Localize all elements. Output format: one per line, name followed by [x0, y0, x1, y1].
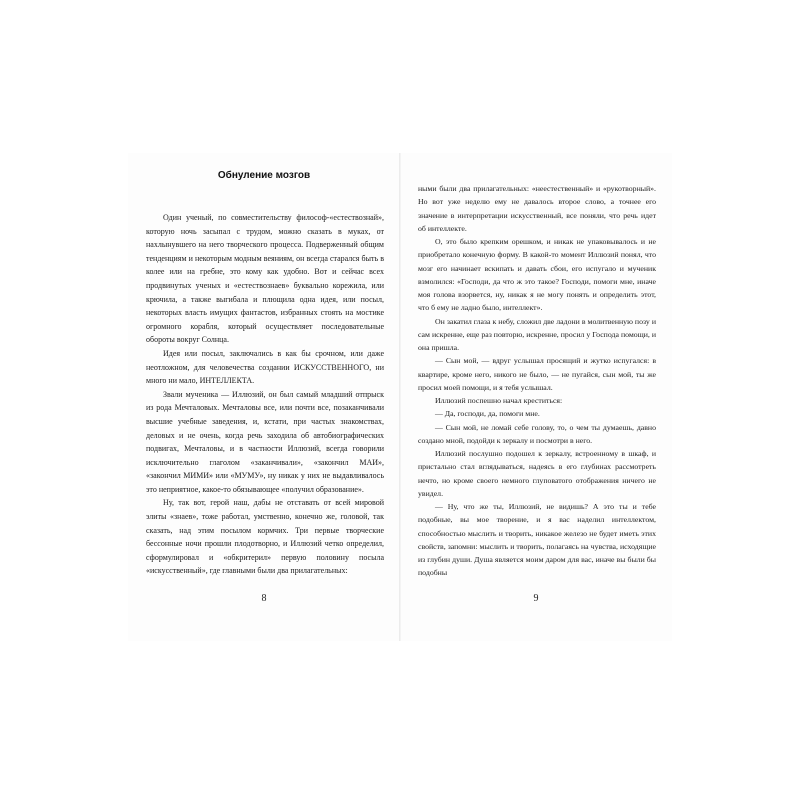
chapter-title: Обнуление мозгов [217, 170, 311, 181]
paragraph: Звали мученика — Иллюзий, он был самый младший отпрыск из рода Мечталовых. Мечталовы все, или почти все, позаканчивали высшие учебные заведения, и, кстати, при частых знакомствах, деловых и не очень, когда речь заходила об автобиографических подвигах, Мечталовы, и в частности Иллюзий, всегда говорили исключительно глаголом «заканчивали», «закончил МАИ», «закончил МИМИ» или «МУМУ», ну никак у них не выдавливалось это неприятное, какое-то обязывающее «получил образование». [146, 389, 384, 494]
paragraph: — Сын мой, — вдруг услышал просящий и жутко испугался: в квартире, кроме него, никого не было, — не пугайся, сын мой, ты же просил моей помощи, и я тебя услышал. [418, 356, 656, 392]
paragraph: Ну, так вот, герой наш, дабы не отставать от всей мировой элиты «знаев», тоже работал, умственно, конечно же, головой, так сказать, над этим посылом кормчих. Три первые творческие бессонные ночи прошли плодотворно, и Иллюзий четко определил, сформулировал и «обкритерил» первую половину посыла «искусственный», где главными были два прилагательных: [146, 498, 384, 576]
paragraph: — Сын мой, не ломай себе голову, то, о чем ты думаешь, давно создано мной, подойди к зеркалу и посмотри в него. [418, 422, 656, 445]
book-gutter [399, 153, 401, 641]
left-page [128, 153, 400, 641]
paragraph: ными были два прилагательных: «неестественный» и «рукотворный». Но вот уже неделю ему не давалось второе слово, а точнее его значение в интерпретации искусственный, все поняли, что речь идет об интеллекте. [418, 184, 656, 233]
left-page-text [146, 211, 384, 578]
page-number: 9 [533, 593, 539, 604]
paragraph: Иллюзий послушно подошел к зеркалу, встроенному в шкаф, и пристально стал вглядываться, надеясь в его глубинах рассмотреть нечто, но кроме своего немного глуповатого отображения ничего не увидел. [418, 449, 656, 498]
page-number: 8 [261, 593, 267, 604]
right-page [400, 153, 672, 641]
paragraph: Идея или посыл, заключались в как бы срочном, или даже неотложном, для человечества создании ИСКУССТВЕННОГО, ни много ни мало, ИНТЕЛЛЕКТА. [146, 348, 384, 386]
right-page-text [418, 182, 656, 580]
paragraph: Один ученый, по совместительству философ-«естествознай», которую ночь засыпал с трудом, можно сказать в муках, от нахлынувшего на него творческого процесса. Подверженный общим тенденциям и некоторым модным веяниям, он всегда старался быть в колее или на гребне, это кому как удобно. Вот и сейчас всех продвинутых ученых и «естествознаев» буквально корежила, или крючила, а также выгибала и плющила одна идея, или посыл, некоторых власть имущих фантастов, избранных стоять на мостике огромного корабля, который осуществляет последовательные обороты вокруг Солнца. [146, 213, 384, 345]
paragraph: Он закатил глаза к небу, сложил две ладони в молитвенную позу и сам искренне, еще раз повторю, искренне, просил у Господа помощи, и она пришла. [418, 316, 656, 352]
paragraph: — Да, господи, да, помоги мне. [435, 409, 540, 419]
paragraph: — Ну, что же ты, Иллюзий, не видишь? А это ты и тебе подобные, вы мое творение, и я вас наделил интеллектом, способностью мыслить и творить, никакое железо не будет иметь этих свойств, запомни: мыслить и творить, полагаясь на чувства, исходящие из глубин души. Душа является моим даром для вас, иначе вы были бы подобны [418, 502, 656, 578]
paragraph: О, это было крепким орешком, и никак не упаковывалось и не приобретало конечную форму. В какой-то момент Иллюзий понял, что мозг его начинает вскипать и давать сбои, его испугало и мученик взмолился: «Господи, да что ж это такое? Господи, помоги мне, иначе моя голова взорвется, ну, никак я не могу понять и определить этот, что б ему не ладно было, интеллект». [418, 237, 656, 313]
paragraph: Иллюзий поспешно начал креститься: [435, 396, 563, 405]
